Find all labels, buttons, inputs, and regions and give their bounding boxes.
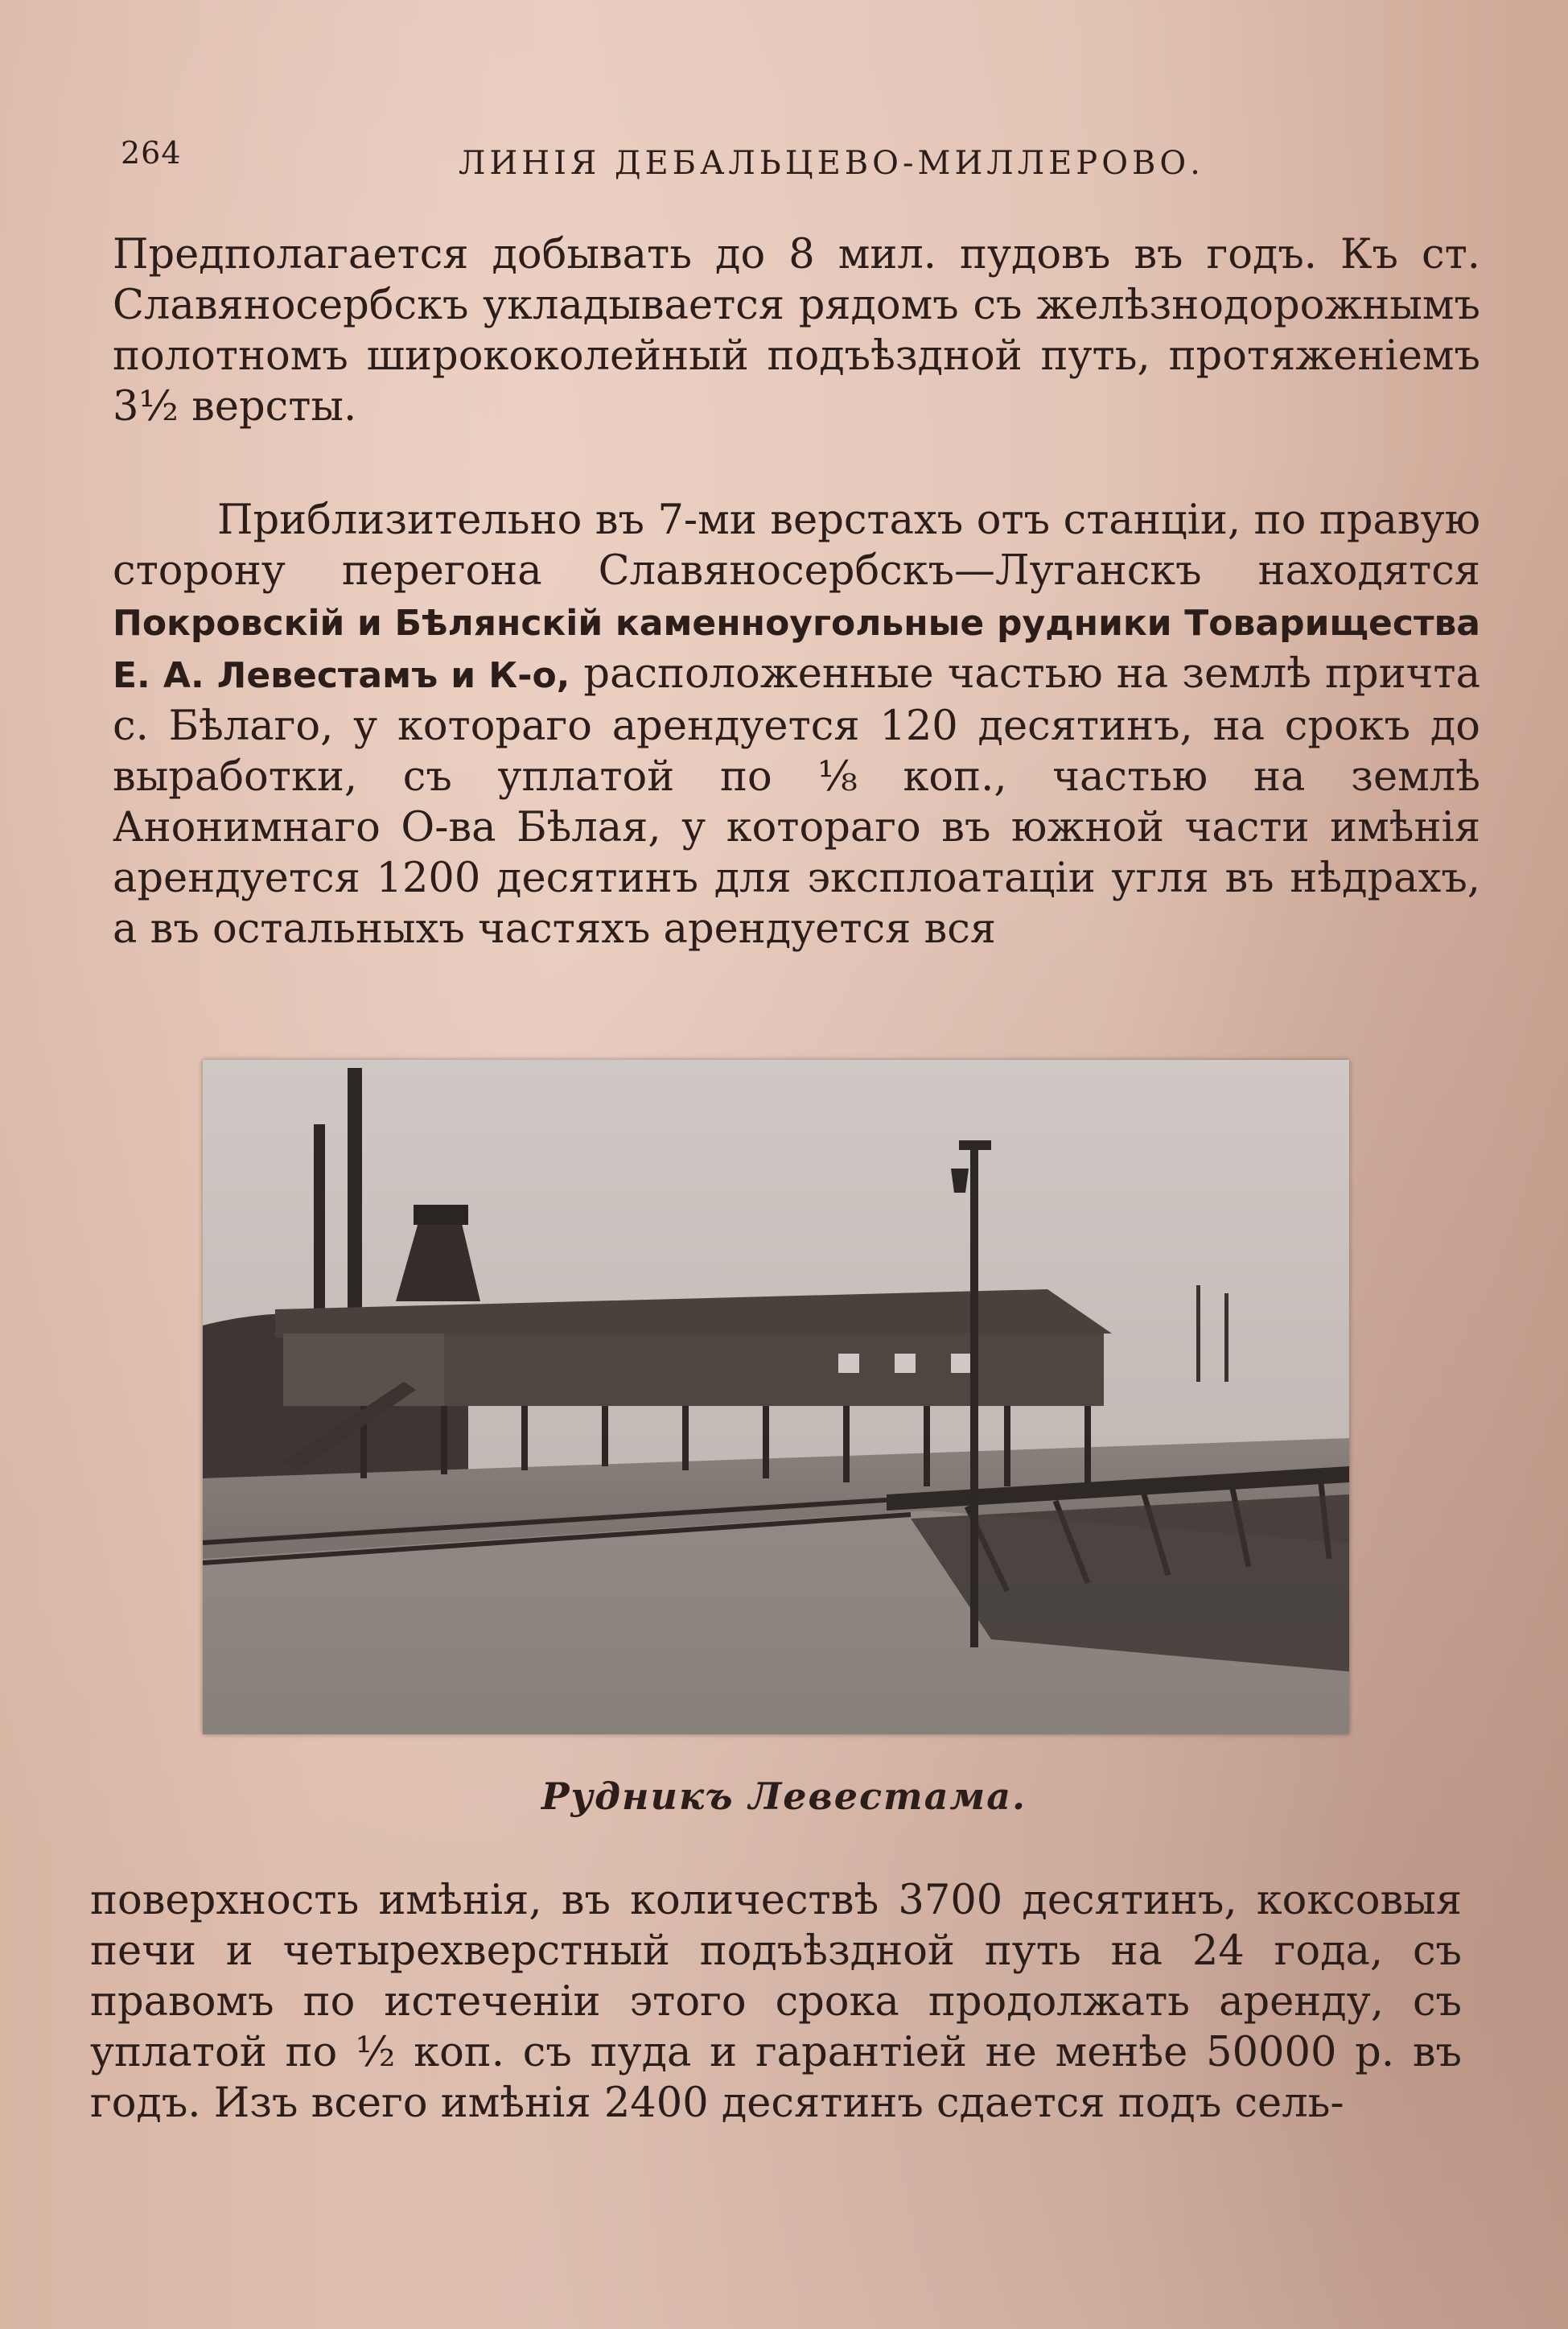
mine-photograph [203, 1060, 1349, 1734]
photo-caption: Рудникъ Левестама. [541, 1775, 1027, 1818]
page-header [121, 135, 1488, 183]
paragraph-2-part-1: Приблизительно въ 7-ми верстахъ отъ станціи, по правую сторону перегона Славяносербскъ—Луганскъ находятся [113, 497, 1480, 595]
paragraph-3 [90, 1875, 1462, 2129]
paragraph-1-text: Предполагается добывать до 8 мил. пудовъ въ годъ. Къ ст. Славяносербскъ укладывается рядомъ съ желѣзнодорожнымъ полотномъ ширококолейный подъѣздной путь, протяженіемъ 3½ версты. [113, 231, 1480, 431]
running-head: ЛИНІЯ ДЕБАЛЬЦЕВО-МИЛЛЕРОВО. [459, 145, 1204, 182]
paragraph-2-text [113, 495, 1480, 954]
mine-photo-illustration [203, 1060, 1349, 1734]
paragraph-2-part-2: расположенные частью на землѣ причта с. Бѣлаго, у котораго арендуется 120 десятинъ, на срокъ до выработки, съ уплатой по ⅛ коп., частью на землѣ Анонимнаго О-ва Бѣлая, у котораго въ южной части имѣнія арендуется 1200 десятинъ для эксплоатаціи угля въ нѣдрахъ, а въ остальныхъ частяхъ арендуется вся [113, 650, 1480, 953]
paragraph-1 [113, 229, 1480, 432]
mine-names-bold: Покровскій и Бѣлянскій каменноугольные рудники Товарищества Е. А. Левестамъ и К-о, [113, 603, 1480, 696]
paragraph-2 [113, 495, 1480, 954]
paragraph-3-text: поверхность имѣнія, въ количествѣ 3700 десятинъ, коксовыя печи и четырехверстный подъѣздной путь на 24 года, съ правомъ по истеченіи этого срока продолжать аренду, съ уплатой по ½ коп. съ пуда и гарантіей не менѣе 50000 р. въ годъ. Изъ всего имѣнія 2400 десятинъ сдается подъ сель- [90, 1877, 1462, 2127]
page-number: 264 [121, 135, 182, 171]
